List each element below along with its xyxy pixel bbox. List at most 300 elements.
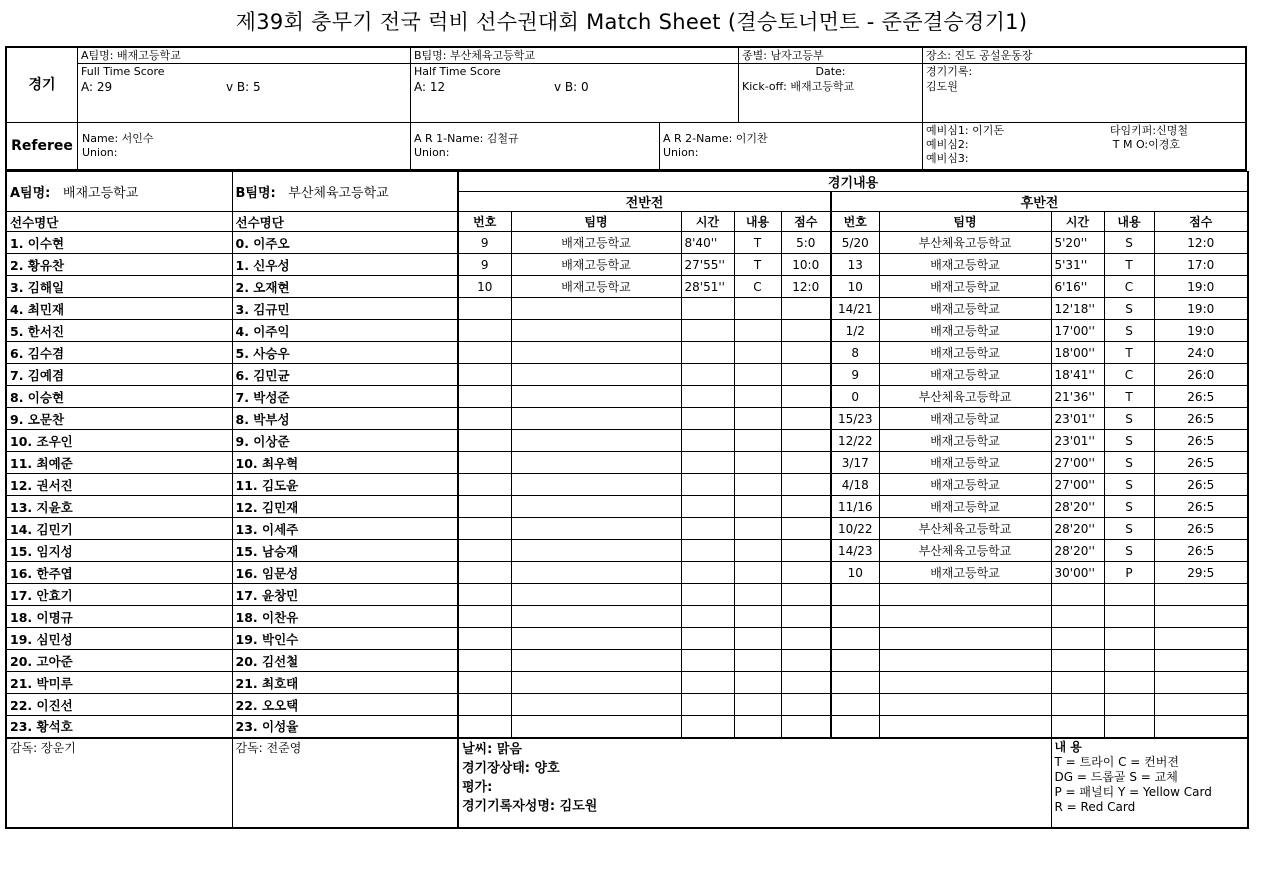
first-half-team	[511, 430, 681, 452]
second-half-time: 28'20''	[1051, 496, 1104, 518]
second-half-type: S	[1104, 408, 1154, 430]
first-half-team	[511, 320, 681, 342]
second-half-team	[879, 606, 1051, 628]
first-half-no	[458, 518, 511, 540]
first-half-score	[781, 650, 831, 672]
ar1-union: Union:	[414, 146, 450, 159]
player-a: 17. 안효기	[6, 584, 232, 606]
second-half-time	[1051, 694, 1104, 716]
second-half-no: 15/23	[831, 408, 879, 430]
second-half-score: 26:5	[1154, 518, 1248, 540]
second-half-no: 10/22	[831, 518, 879, 540]
second-half-score	[1154, 606, 1248, 628]
first-half-type: C	[734, 276, 781, 298]
first-half-score	[781, 496, 831, 518]
first-half-team	[511, 716, 681, 738]
col-score-1: 점수	[781, 212, 831, 232]
second-half-no: 5/20	[831, 232, 879, 254]
second-half-no: 9	[831, 364, 879, 386]
category-block	[739, 48, 923, 122]
player-b: 3. 김규민	[232, 298, 458, 320]
table-row	[6, 364, 1248, 386]
first-half-type	[734, 320, 781, 342]
player-b: 7. 박성준	[232, 386, 458, 408]
table-row	[6, 276, 1248, 298]
second-half-type: S	[1104, 430, 1154, 452]
second-half-score: 19:0	[1154, 320, 1248, 342]
player-b: 6. 김민균	[232, 364, 458, 386]
second-half-time: 28'20''	[1051, 540, 1104, 562]
first-half-time	[681, 342, 734, 364]
second-half-time: 27'00''	[1051, 452, 1104, 474]
table-row	[6, 628, 1248, 650]
first-half-type	[734, 628, 781, 650]
first-half-no	[458, 452, 511, 474]
first-half-time	[681, 606, 734, 628]
table-row	[6, 540, 1248, 562]
player-a: 20. 고아준	[6, 650, 232, 672]
tmo: T M O:이경호	[1112, 138, 1180, 151]
half-time-a: A: 12	[414, 80, 446, 94]
table-row	[6, 408, 1248, 430]
first-half-no: 9	[458, 232, 511, 254]
table-row	[6, 562, 1248, 584]
col-team-2: 팀명	[879, 212, 1051, 232]
first-half-time	[681, 584, 734, 606]
second-half-type: S	[1104, 540, 1154, 562]
second-half-team	[879, 694, 1051, 716]
second-half-score	[1154, 716, 1248, 738]
second-half-no	[831, 606, 879, 628]
player-b: 18. 이찬유	[232, 606, 458, 628]
second-half-team: 배재고등학교	[879, 364, 1051, 386]
second-half-score: 17:0	[1154, 254, 1248, 276]
first-half-team	[511, 298, 681, 320]
first-half-no	[458, 408, 511, 430]
second-half-no: 10	[831, 562, 879, 584]
second-half-score: 19:0	[1154, 298, 1248, 320]
second-half-no	[831, 628, 879, 650]
player-a: 5. 한서진	[6, 320, 232, 342]
first-half-team: 배재고등학교	[511, 276, 681, 298]
first-half-type	[734, 452, 781, 474]
ar1-block	[411, 123, 660, 169]
second-half-score: 26:5	[1154, 496, 1248, 518]
second-half-team	[879, 672, 1051, 694]
referee-block	[78, 123, 411, 169]
b-team-name: B팀명: 부산체육고등학교	[411, 48, 738, 64]
recorder-signature: 경기기록자성명: 김도원	[462, 798, 598, 814]
second-half-team: 부산체육고등학교	[879, 232, 1051, 254]
second-half-time: 28'20''	[1051, 518, 1104, 540]
first-half-type	[734, 562, 781, 584]
second-half-time: 18'00''	[1051, 342, 1104, 364]
first-half-heading: 전반전	[458, 192, 831, 212]
first-half-type	[734, 364, 781, 386]
player-b: 23. 이성율	[232, 716, 458, 738]
legend	[1051, 738, 1248, 828]
second-half-no: 14/21	[831, 298, 879, 320]
second-half-type	[1104, 694, 1154, 716]
player-b: 10. 최우혁	[232, 452, 458, 474]
page-title: 제39회 충무기 전국 럭비 선수권대회 Match Sheet (결승토너먼트 - 준준결승경기1)	[235, 10, 1028, 34]
b-team-block	[411, 48, 739, 122]
player-a: 11. 최예준	[6, 452, 232, 474]
player-a: 21. 박미루	[6, 672, 232, 694]
legend-line-1: T = 트라이 C = 컨버젼	[1054, 754, 1179, 769]
first-half-type	[734, 408, 781, 430]
second-half-time: 23'01''	[1051, 408, 1104, 430]
player-b: 15. 남승재	[232, 540, 458, 562]
first-half-type	[734, 672, 781, 694]
second-half-time: 27'00''	[1051, 474, 1104, 496]
table-row	[6, 232, 1248, 254]
first-half-no	[458, 584, 511, 606]
player-a: 2. 황유찬	[6, 254, 232, 276]
second-half-no: 14/23	[831, 540, 879, 562]
player-a: 16. 한주엽	[6, 562, 232, 584]
second-half-no	[831, 672, 879, 694]
player-b: 17. 윤창민	[232, 584, 458, 606]
second-half-no	[831, 650, 879, 672]
player-a: 3. 김해일	[6, 276, 232, 298]
first-half-type	[734, 606, 781, 628]
reserve-1: 예비심1: 이기돈	[926, 124, 1004, 137]
game-label: 경기	[7, 48, 78, 122]
col-no-1: 번호	[458, 212, 511, 232]
first-half-no	[458, 628, 511, 650]
first-half-score	[781, 518, 831, 540]
first-half-time	[681, 562, 734, 584]
second-half-score: 24:0	[1154, 342, 1248, 364]
category: 종별: 남자고등부	[739, 48, 922, 64]
first-half-score: 10:0	[781, 254, 831, 276]
first-half-no	[458, 672, 511, 694]
player-b: 4. 이주익	[232, 320, 458, 342]
first-half-team	[511, 694, 681, 716]
second-half-time	[1051, 716, 1104, 738]
first-half-team	[511, 628, 681, 650]
col-time-1: 시간	[681, 212, 734, 232]
match-notes	[458, 738, 1051, 828]
second-half-type: S	[1104, 232, 1154, 254]
ar1-name: A R 1-Name: 김철규	[414, 132, 519, 145]
first-half-type	[734, 716, 781, 738]
second-half-type: T	[1104, 254, 1154, 276]
half-time-b: v B: 0	[554, 80, 589, 94]
first-half-no	[458, 496, 511, 518]
coach-a: 감독: 장운기	[6, 738, 232, 828]
second-half-team	[879, 584, 1051, 606]
second-half-time: 18'41''	[1051, 364, 1104, 386]
first-half-score	[781, 386, 831, 408]
second-half-score: 26:5	[1154, 540, 1248, 562]
first-half-score	[781, 364, 831, 386]
second-half-score: 26:5	[1154, 408, 1248, 430]
col-no-2: 번호	[831, 212, 879, 232]
second-half-team	[879, 716, 1051, 738]
first-half-no	[458, 606, 511, 628]
referee-union: Union:	[82, 146, 118, 159]
coach-b: 감독: 전준영	[232, 738, 458, 828]
referee-name: Name: 서인수	[82, 132, 154, 145]
first-half-score	[781, 320, 831, 342]
first-half-time	[681, 408, 734, 430]
player-a: 12. 권서진	[6, 474, 232, 496]
second-half-team: 배재고등학교	[879, 474, 1051, 496]
content-heading: 경기내용	[458, 172, 1248, 192]
table-row	[6, 320, 1248, 342]
kickoff: Kick-off: 배재고등학교	[742, 80, 855, 93]
col-score-2: 점수	[1154, 212, 1248, 232]
second-half-no: 3/17	[831, 452, 879, 474]
first-half-type	[734, 386, 781, 408]
legend-line-3: P = 패널티 Y = Yellow Card	[1054, 784, 1212, 799]
player-b: 13. 이세주	[232, 518, 458, 540]
legend-title: 내 용	[1054, 739, 1082, 754]
first-half-time	[681, 672, 734, 694]
player-b: 21. 최호태	[232, 672, 458, 694]
second-half-score: 19:0	[1154, 276, 1248, 298]
col-type-1: 내용	[734, 212, 781, 232]
a-team-name: A팀명: 배재고등학교	[78, 48, 410, 64]
first-half-score: 5:0	[781, 232, 831, 254]
second-half-team: 배재고등학교	[879, 562, 1051, 584]
second-half-team: 배재고등학교	[879, 408, 1051, 430]
second-half-team: 배재고등학교	[879, 452, 1051, 474]
second-half-time: 30'00''	[1051, 562, 1104, 584]
first-half-score	[781, 408, 831, 430]
first-half-no	[458, 298, 511, 320]
second-half-type: P	[1104, 562, 1154, 584]
first-half-team	[511, 606, 681, 628]
first-half-time	[681, 298, 734, 320]
first-half-team	[511, 584, 681, 606]
player-b: 12. 김민재	[232, 496, 458, 518]
first-half-type	[734, 474, 781, 496]
player-a: 1. 이수현	[6, 232, 232, 254]
second-half-no: 8	[831, 342, 879, 364]
first-half-team	[511, 474, 681, 496]
first-half-team	[511, 496, 681, 518]
first-half-score	[781, 716, 831, 738]
player-b: 5. 사승우	[232, 342, 458, 364]
second-half-no: 12/22	[831, 430, 879, 452]
second-half-team	[879, 650, 1051, 672]
first-half-time	[681, 496, 734, 518]
first-half-type	[734, 298, 781, 320]
player-a: 22. 이진선	[6, 694, 232, 716]
player-a: 9. 오문찬	[6, 408, 232, 430]
player-col-b: 선수명단	[232, 212, 458, 232]
second-half-no: 1/2	[831, 320, 879, 342]
first-half-time: 28'51''	[681, 276, 734, 298]
player-b: 20. 김선철	[232, 650, 458, 672]
match-info-header	[5, 48, 1247, 123]
second-half-team: 배재고등학교	[879, 430, 1051, 452]
ar2-union: Union:	[663, 146, 699, 159]
player-a: 6. 김수겸	[6, 342, 232, 364]
first-half-team	[511, 386, 681, 408]
player-b: 22. 오오택	[232, 694, 458, 716]
second-half-time	[1051, 606, 1104, 628]
a-team-cell	[6, 172, 232, 212]
first-half-score	[781, 430, 831, 452]
second-half-score	[1154, 672, 1248, 694]
first-half-time	[681, 694, 734, 716]
first-half-score	[781, 606, 831, 628]
first-half-team: 배재고등학교	[511, 232, 681, 254]
first-half-score	[781, 562, 831, 584]
second-half-type: T	[1104, 386, 1154, 408]
second-half-time: 5'31''	[1051, 254, 1104, 276]
first-half-no	[458, 716, 511, 738]
first-half-type	[734, 342, 781, 364]
second-half-type	[1104, 584, 1154, 606]
table-row	[6, 386, 1248, 408]
b-team-title: 부산체육고등학교	[288, 186, 389, 201]
first-half-score	[781, 452, 831, 474]
field-condition: 경기장상태: 양호	[462, 760, 560, 776]
second-half-score: 26:5	[1154, 386, 1248, 408]
table-row	[6, 496, 1248, 518]
first-half-time	[681, 518, 734, 540]
second-half-type: S	[1104, 320, 1154, 342]
second-half-type	[1104, 672, 1154, 694]
second-half-type: S	[1104, 518, 1154, 540]
second-half-type: C	[1104, 364, 1154, 386]
first-half-score	[781, 672, 831, 694]
second-half-heading: 후반전	[831, 192, 1248, 212]
second-half-team: 배재고등학교	[879, 496, 1051, 518]
player-a: 19. 심민성	[6, 628, 232, 650]
table-row	[6, 606, 1248, 628]
first-half-score	[781, 694, 831, 716]
legend-line-4: R = Red Card	[1054, 799, 1136, 814]
second-half-team: 배재고등학교	[879, 342, 1051, 364]
b-team-label: B팀명:	[235, 186, 276, 201]
first-half-no: 9	[458, 254, 511, 276]
second-half-no	[831, 584, 879, 606]
second-half-time	[1051, 672, 1104, 694]
half-time-label: Half Time Score	[414, 65, 501, 78]
second-half-team: 부산체육고등학교	[879, 518, 1051, 540]
first-half-time	[681, 716, 734, 738]
first-half-time	[681, 452, 734, 474]
player-a: 4. 최민재	[6, 298, 232, 320]
first-half-time: 8'40''	[681, 232, 734, 254]
first-half-type	[734, 518, 781, 540]
ar2-name: A R 2-Name: 이기찬	[663, 132, 768, 145]
second-half-score: 29:5	[1154, 562, 1248, 584]
a-team-title: 배재고등학교	[62, 186, 139, 201]
second-half-team: 배재고등학교	[879, 320, 1051, 342]
first-half-team	[511, 518, 681, 540]
first-half-no	[458, 430, 511, 452]
match-sheet	[5, 46, 1247, 829]
venue: 장소: 진도 공설운동장	[923, 48, 1245, 64]
second-half-score	[1154, 584, 1248, 606]
second-half-type: S	[1104, 474, 1154, 496]
timekeeper: 타임키퍼:신명철	[1109, 124, 1188, 137]
player-b: 2. 오재현	[232, 276, 458, 298]
first-half-time	[681, 386, 734, 408]
date-label: Date:	[815, 65, 846, 78]
second-half-time	[1051, 628, 1104, 650]
reserve-2: 예비심2:	[926, 138, 969, 151]
player-a: 13. 지윤호	[6, 496, 232, 518]
first-half-score	[781, 628, 831, 650]
full-time-a: A: 29	[81, 80, 113, 94]
table-row	[6, 430, 1248, 452]
venue-block	[923, 48, 1245, 122]
second-half-type	[1104, 716, 1154, 738]
full-time-b: v B: 5	[226, 80, 261, 94]
first-half-time	[681, 474, 734, 496]
record-label: 경기기록:	[926, 65, 973, 78]
second-half-time	[1051, 584, 1104, 606]
first-half-no: 10	[458, 276, 511, 298]
table-row	[6, 716, 1248, 738]
first-half-score	[781, 540, 831, 562]
player-b: 9. 이상준	[232, 430, 458, 452]
second-half-type	[1104, 606, 1154, 628]
first-half-score	[781, 584, 831, 606]
player-a: 7. 김예겸	[6, 364, 232, 386]
officials-block	[923, 123, 1245, 169]
player-b: 11. 김도윤	[232, 474, 458, 496]
first-half-no	[458, 694, 511, 716]
player-b: 1. 신우성	[232, 254, 458, 276]
table-row	[6, 694, 1248, 716]
b-team-cell	[232, 172, 458, 212]
second-half-type: T	[1104, 342, 1154, 364]
player-a: 23. 황석호	[6, 716, 232, 738]
first-half-score	[781, 474, 831, 496]
table-row	[6, 298, 1248, 320]
referee-header	[5, 123, 1247, 171]
half-time-score	[411, 80, 738, 94]
second-half-score: 12:0	[1154, 232, 1248, 254]
player-col-a: 선수명단	[6, 212, 232, 232]
second-half-time: 17'00''	[1051, 320, 1104, 342]
first-half-time	[681, 628, 734, 650]
table-row	[6, 452, 1248, 474]
first-half-time	[681, 650, 734, 672]
second-half-team: 배재고등학교	[879, 298, 1051, 320]
table-row	[6, 584, 1248, 606]
first-half-no	[458, 342, 511, 364]
second-half-score	[1154, 694, 1248, 716]
recorder-name: 김도원	[926, 80, 958, 93]
first-half-no	[458, 562, 511, 584]
referee-label: Referee	[7, 123, 78, 169]
second-half-no	[831, 694, 879, 716]
second-half-team: 배재고등학교	[879, 254, 1051, 276]
second-half-score: 26:0	[1154, 364, 1248, 386]
second-half-team: 부산체육고등학교	[879, 386, 1051, 408]
col-type-2: 내용	[1104, 212, 1154, 232]
second-half-no: 11/16	[831, 496, 879, 518]
first-half-type	[734, 540, 781, 562]
first-half-no	[458, 364, 511, 386]
first-half-no	[458, 474, 511, 496]
legend-line-2: DG = 드롭골 S = 교체	[1054, 769, 1178, 784]
first-half-no	[458, 540, 511, 562]
player-event-table	[5, 171, 1249, 829]
first-half-time	[681, 364, 734, 386]
first-half-type	[734, 650, 781, 672]
